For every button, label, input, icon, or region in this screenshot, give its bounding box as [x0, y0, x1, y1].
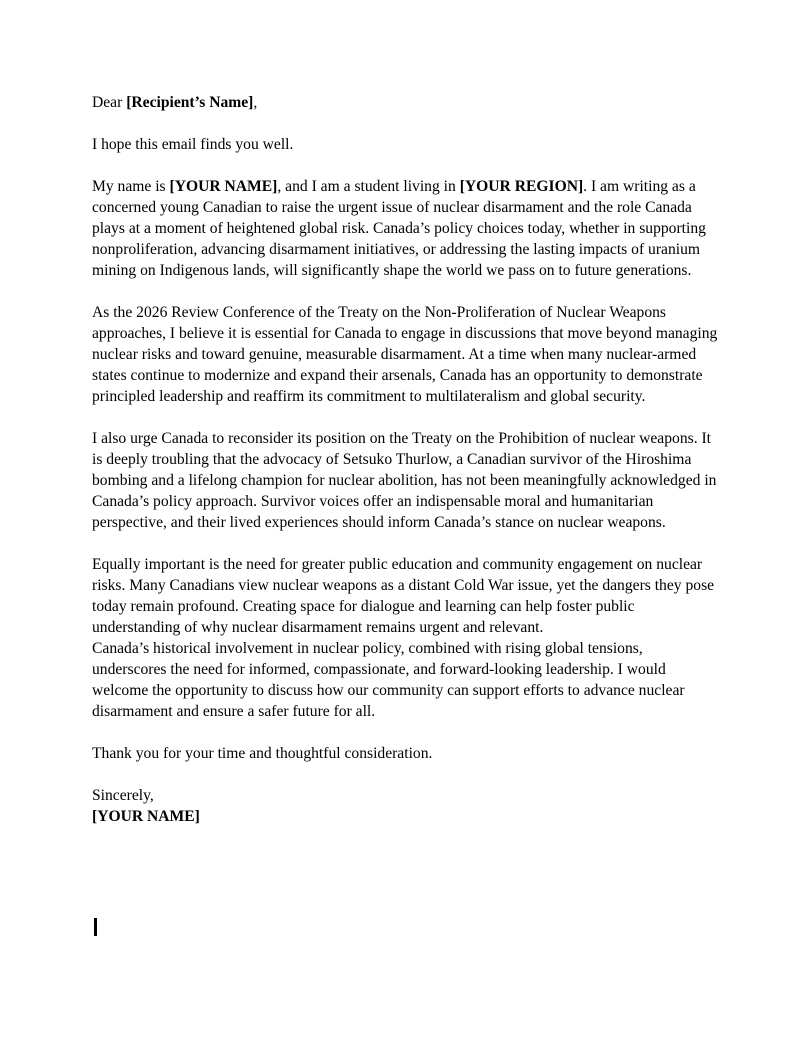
greeting-suffix: ,: [253, 94, 258, 111]
tpnw-paragraph: I also urge Canada to reconsider its position on the Treaty on the Prohibition of nuclear weapons. It is deeply troubling that the advocacy of Setsuko Thurlow, a Canadian survivor of the Hiroshima bombing and a lifelong champion for nuclear abolition, has not been meaningfully acknowledged in Canada’s policy approach. Survivor voices offer an indispensable moral and humanitarian perspective, and their lived experiences should inform Canada’s stance on nuclear weapons.: [92, 430, 717, 531]
intro-text-1: My name is: [92, 178, 170, 195]
closing-line: Sincerely,: [92, 787, 154, 804]
greeting: [92, 92, 718, 113]
intro-text-2: , and I am a student living in: [277, 178, 460, 195]
npt-paragraph: As the 2026 Review Conference of the Treaty on the Non-Proliferation of Nuclear Weapons approaches, I believe it is essential for Canada to engage in discussions that move beyond managing nuclear risks and toward genuine, measurable disarmament. At a time when many nuclear-armed states continue to modernize and expand their arsenals, Canada has an opportunity to demonstrate principled leadership and reaffirm its commitment to multilateralism and global security.: [92, 304, 718, 405]
intro-paragraph: [92, 176, 718, 281]
your-name-placeholder: [YOUR NAME]: [169, 178, 278, 195]
opening-line: I hope this email finds you well.: [92, 136, 294, 153]
signature: [92, 806, 718, 827]
greeting-prefix: Dear: [92, 94, 127, 111]
thanks-line: Thank you for your time and thoughtful consideration.: [92, 745, 433, 762]
signature-name-placeholder: [YOUR NAME]: [92, 808, 200, 825]
education-paragraph: Equally important is the need for greater public education and community engagement on nuclear risks. Many Canadians view nuclear weapons as a distant Cold War issue, yet the dangers they pose today remain profound. Creating space for dialogue and learning can help foster public understanding of why nuclear disarmament remains urgent and relevant.: [92, 556, 715, 636]
history-paragraph: Canada’s historical involvement in nuclear policy, combined with rising global tensions, underscores the need for informed, compassionate, and forward-looking leadership. I would welcome the opportunity to discuss how our community can support efforts to advance nuclear disarmament and ensure a safer future for all.: [92, 640, 685, 720]
text-cursor[interactable]: [94, 918, 97, 936]
your-region-placeholder: [YOUR REGION]: [459, 178, 584, 195]
recipient-name-placeholder: [Recipient’s Name]: [126, 94, 254, 111]
letter-body[interactable]: [92, 92, 718, 848]
intro-text-3: . I am writing as a concerned young Canadian to raise the urgent issue of nuclear disarmament and the role Canada plays at a moment of heightened global risk. Canada’s policy choices today, whether in supporting nonproliferation, advancing disarmament initiatives, or addressing the lasting impacts of uranium mining on Indigenous lands, will significantly shape the world we pass on to future generations.: [92, 178, 706, 279]
